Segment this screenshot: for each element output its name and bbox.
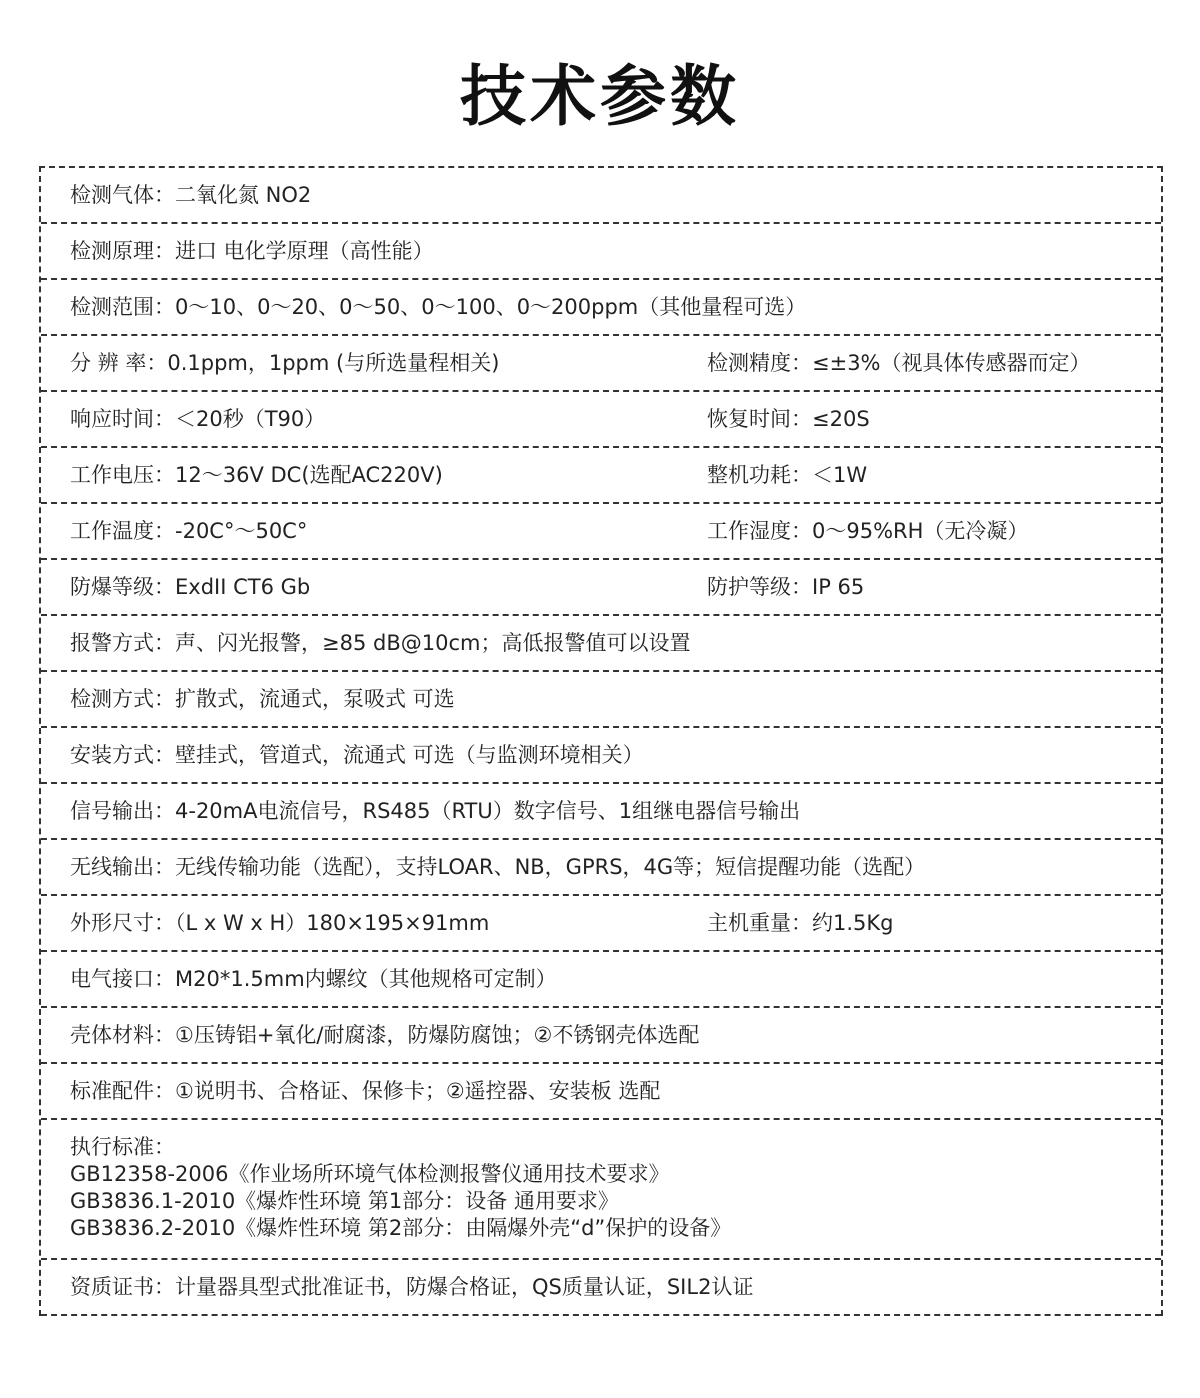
spec-alarm: 报警方式：声、闪光报警，≥85 dB@10cm；高低报警值可以设置 (70, 631, 691, 655)
spec-explosion-grade: 防爆等级：ExdII CT6 Gb (70, 575, 311, 599)
spec-row-voltage (41, 448, 1161, 504)
spec-recovery-time: 恢复时间：≤20S (707, 407, 870, 431)
spec-weight: 主机重量：约1.5Kg (707, 911, 894, 935)
spec-row-explosion (41, 560, 1161, 616)
spec-row-temperature (41, 504, 1161, 560)
spec-humidity: 工作湿度：0～95%RH（无冷凝） (707, 519, 1029, 543)
spec-electrical-interface: 电气接口：M20*1.5mm内螺纹（其他规格可定制） (70, 967, 557, 991)
spec-gas: 检测气体：二氧化氮 NO2 (70, 183, 312, 207)
spec-row-response (41, 392, 1161, 448)
spec-row-dimensions (41, 896, 1161, 952)
spec-certificates: 资质证书：计量器具型式批准证书，防爆合格证，QS质量认证，SIL2认证 (70, 1275, 754, 1299)
standards-label: 执行标准： (70, 1135, 175, 1159)
spec-response-time: 响应时间：＜20秒（T90） (70, 407, 326, 431)
standard-item: GB3836.2-2010《爆炸性环境 第2部分：由隔爆外壳“d”保护的设备》 (70, 1216, 732, 1240)
standard-item: GB3836.1-2010《爆炸性环境 第1部分：设备 通用要求》 (70, 1189, 619, 1213)
spec-dimensions: 外形尺寸：（L x W x H）180×195×91mm (70, 911, 490, 935)
spec-row-standards (41, 1120, 1161, 1260)
spec-power: 整机功耗：＜1W (707, 463, 868, 487)
spec-accessories: 标准配件：①说明书、合格证、保修卡；②遥控器、安装板 选配 (70, 1079, 661, 1103)
spec-wireless-output: 无线输出：无线传输功能（选配），支持LOAR、NB，GPRS，4G等；短信提醒功能（选配） (70, 855, 926, 879)
spec-row-range (41, 280, 1161, 336)
standard-item: GB12358-2006《作业场所环境气体检测报警仪通用技术要求》 (70, 1162, 670, 1186)
spec-row-gas (41, 168, 1161, 224)
spec-voltage: 工作电压：12～36V DC(选配AC220V) (70, 463, 443, 487)
spec-row-accessories (41, 1064, 1161, 1120)
spec-row-signal (41, 784, 1161, 840)
spec-row-resolution (41, 336, 1161, 392)
spec-row-alarm (41, 616, 1161, 672)
spec-principle: 检测原理：进口 电化学原理（高性能） (70, 239, 434, 263)
spec-installation: 安装方式：壁挂式，管道式，流通式 可选（与监测环境相关） (70, 743, 644, 767)
spec-housing-material: 壳体材料：①压铸铝+氧化/耐腐漆，防爆防腐蚀；②不锈钢壳体选配 (70, 1023, 700, 1047)
spec-protection-grade: 防护等级：IP 65 (707, 575, 865, 599)
spec-temperature: 工作温度：-20C°～50C° (70, 519, 308, 543)
spec-resolution: 分 辨 率：0.1ppm，1ppm (与所选量程相关) (70, 351, 500, 375)
spec-detection-mode: 检测方式：扩散式，流通式，泵吸式 可选 (70, 687, 455, 711)
spec-standards (70, 1134, 731, 1242)
spec-row-certificates (41, 1260, 1161, 1316)
spec-table (39, 166, 1163, 1316)
spec-range: 检测范围：0～10、0～20、0～50、0～100、0～200ppm（其他量程可选） (70, 295, 807, 319)
spec-row-interface (41, 952, 1161, 1008)
spec-row-wireless (41, 840, 1161, 896)
spec-accuracy: 检测精度：≤±3%（视具体传感器而定） (707, 351, 1091, 375)
spec-row-housing (41, 1008, 1161, 1064)
spec-row-installation (41, 728, 1161, 784)
spec-row-detection-mode (41, 672, 1161, 728)
spec-signal-output: 信号输出：4-20mA电流信号，RS485（RTU）数字信号、1组继电器信号输出 (70, 799, 801, 823)
page-title: 技术参数 (460, 58, 740, 135)
spec-row-principle (41, 224, 1161, 280)
